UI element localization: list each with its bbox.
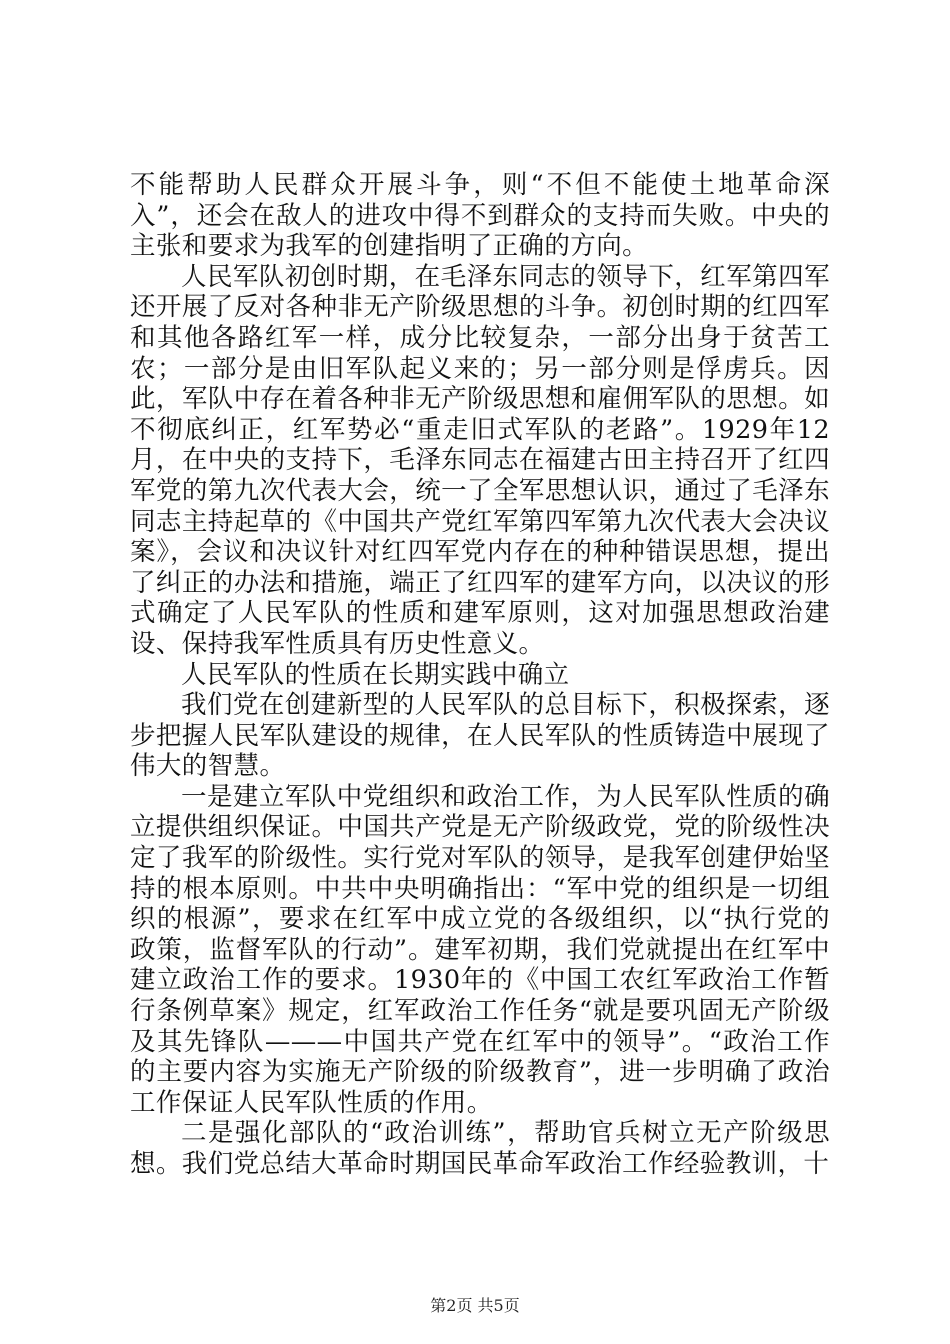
paragraph-2: 人民军队初创时期，在毛泽东同志的领导下，红军第四军还开展了反对各种非无产阶级思想的斗争。初创时期的红四军和其他各路红军一样，成分比较复杂，一部分出身于贫苦工农；一部分是由旧军队起义来的；另一部分则是俘虏兵。因此，军队中存在着各种非无产阶级思想和雇佣军队的思想。如不彻底纠正，红军势必“重走旧式军队的老路”。1929年12月，在中央的支持下，毛泽东同志在福建古田主持召开了红四军党的第九次代表大会，统一了全军思想认识，通过了毛泽东同志主持起草的《中国共产党红军第四军第九次代表大会决议案》，会议和决议针对红四军党内存在的种种错误思想，提出了纠正的办法和措施，端正了红四军的建军方向，以决议的形式确定了人民军队的性质和建军原则，这对加强思想政治建设、保持我军性质具有历史性意义。 <box>130 261 830 659</box>
paragraph-5: 二是强化部队的“政治训练”，帮助官兵树立无产阶级思想。我们党总结大革命时期国民革命军政治工作经验教训，十 <box>130 1118 830 1179</box>
section-heading: 人民军队的性质在长期实践中确立 <box>181 659 570 690</box>
paragraph-3: 我们党在创建新型的人民军队的总目标下，积极探索，逐步把握人民军队建设的规律，在人民军队的性质铸造中展现了伟大的智慧。 <box>130 690 830 782</box>
paragraph-4: 一是建立军队中党组织和政治工作，为人民军队性质的确立提供组织保证。中国共产党是无产阶级政党，党的阶级性决定了我军的阶级性。实行党对军队的领导，是我军创建伊始坚持的根本原则。中共中央明确指出：“军中党的组织是一切组织的根源”，要求在红军中成立党的各级组织，以“执行党的政策，监督军队的行动”。建军初期，我们党就提出在红军中建立政治工作的要求。1930年的《中国工农红军政治工作暂行条例草案》规定，红军政治工作任务“就是要巩固无产阶级及其先锋队———中国共产党在红军中的领导”。“政治工作的主要内容为实施无产阶级的阶级教育”，进一步明确了政治工作保证人民军队性质的作用。 <box>130 781 830 1118</box>
paragraph-1: 不能帮助人民群众开展斗争，则“不但不能使土地革命深入”，还会在敌人的进攻中得不到群众的支持而失败。中央的主张和要求为我军的创建指明了正确的方向。 <box>130 170 830 262</box>
document-body <box>130 170 830 1180</box>
page-footer <box>0 1293 950 1316</box>
page-number-label: 第2页 共5页 <box>430 1296 520 1315</box>
